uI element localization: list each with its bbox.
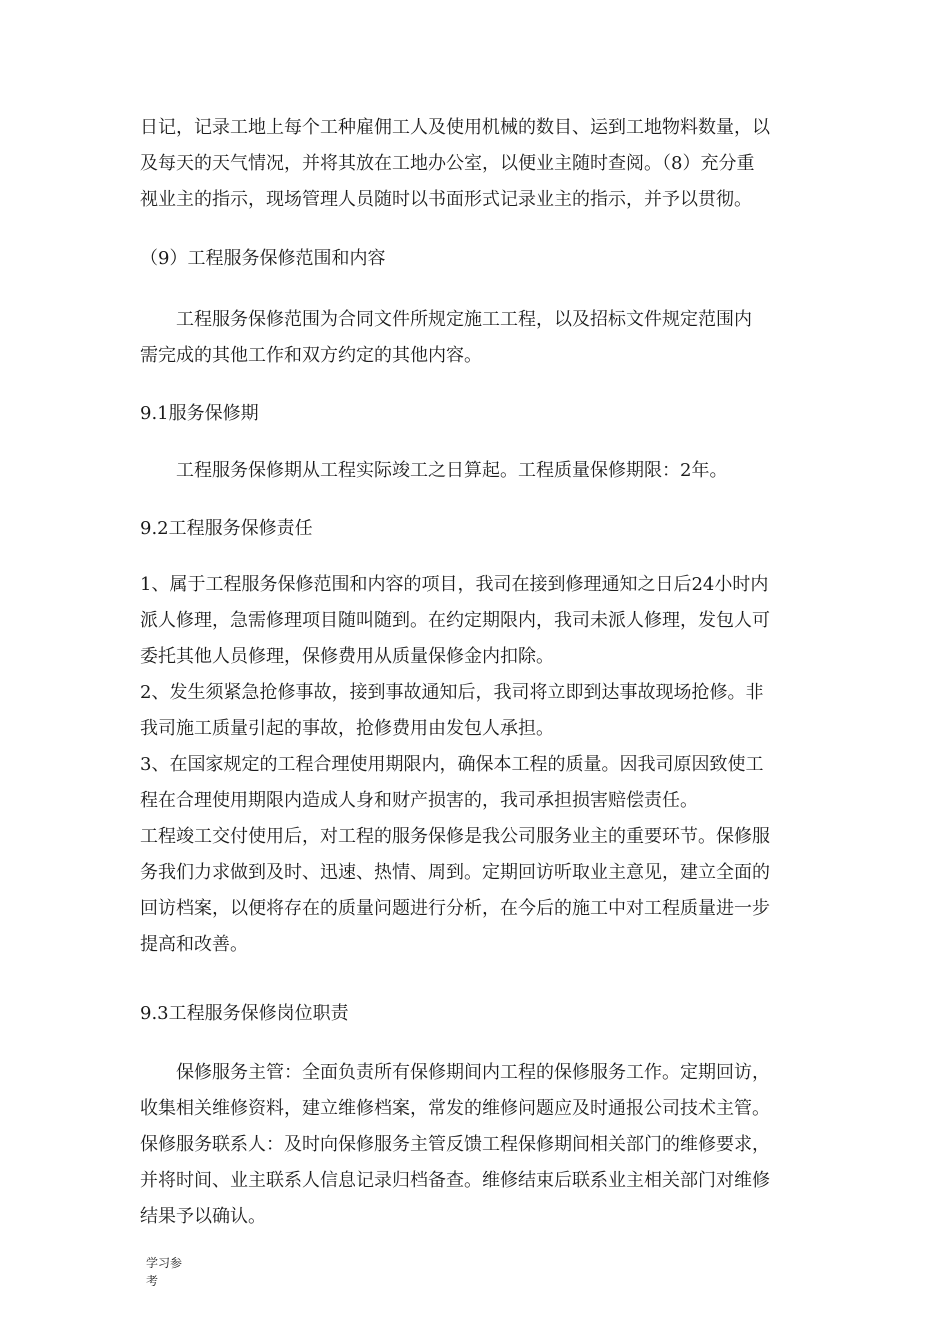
paragraph-job-duties: [140, 1055, 820, 1235]
text-line: 提高和改善。: [140, 934, 248, 955]
text-line: 委托其他人员修理，保修费用从质量保修金内扣除。: [140, 646, 554, 667]
text-line: 日记，记录工地上每个工种雇佣工人及使用机械的数目、运到工地物料数量，以: [140, 117, 770, 138]
text-line: 工程服务保修范围为合同文件所规定施工工程，以及招标文件规定范围内: [140, 309, 752, 330]
text-line: 视业主的指示，现场管理人员随时以书面形式记录业主的指示，并予以贯彻。: [140, 189, 752, 210]
paragraph-diary: [140, 110, 820, 218]
heading-section-9-1: [140, 396, 820, 432]
text-line: 并将时间、业主联系人信息记录归档备查。维修结束后联系业主相关部门对维修: [140, 1170, 770, 1191]
text-line: 9.1服务保修期: [140, 403, 259, 424]
paragraph-warranty-period: [140, 453, 820, 489]
text-line: 程在合理使用期限内造成人身和财产损害的，我司承担损害赔偿责任。: [140, 790, 698, 811]
text-line: 工程竣工交付使用后，对工程的服务保修是我公司服务业主的重要环节。保修服: [140, 826, 770, 847]
footer-line: 学习参: [146, 1256, 183, 1270]
heading-section-9-3: [140, 996, 820, 1032]
footer-line: 考: [146, 1274, 159, 1288]
text-line: 保修服务联系人：及时向保修服务主管反馈工程保修期间相关部门的维修要求，: [140, 1134, 770, 1155]
page-footer: [146, 1254, 182, 1290]
text-line: 9.3工程服务保修岗位职责: [140, 1003, 349, 1024]
text-line: 保修服务主管：全面负责所有保修期间内工程的保修服务工作。定期回访，: [140, 1062, 770, 1083]
paragraph-warranty-responsibility: [140, 567, 820, 963]
text-line: 派人修理，急需修理项目随叫随到。在约定期限内，我司未派人修理，发包人可: [140, 610, 770, 631]
heading-section-9: [140, 241, 820, 277]
text-line: 回访档案，以便将存在的质量问题进行分析，在今后的施工中对工程质量进一步: [140, 898, 770, 919]
text-line: 3、在国家规定的工程合理使用期限内，确保本工程的质量。因我司原因致使工: [140, 754, 764, 775]
text-line: 我司施工质量引起的事故，抢修费用由发包人承担。: [140, 718, 554, 739]
heading-section-9-2: [140, 511, 820, 547]
paragraph-warranty-scope: [140, 302, 820, 374]
text-line: 收集相关维修资料，建立维修档案，常发的维修问题应及时通报公司技术主管。: [140, 1098, 770, 1119]
text-line: 1、属于工程服务保修范围和内容的项目，我司在接到修理通知之日后24小时内: [140, 574, 769, 595]
text-line: 结果予以确认。: [140, 1206, 266, 1227]
text-line: 务我们力求做到及时、迅速、热情、周到。定期回访听取业主意见，建立全面的: [140, 862, 770, 883]
text-line: （9）工程服务保修范围和内容: [140, 248, 386, 269]
text-line: 2、发生须紧急抢修事故，接到事故通知后，我司将立即到达事故现场抢修。非: [140, 682, 764, 703]
text-line: 需完成的其他工作和双方约定的其他内容。: [140, 345, 482, 366]
text-line: 9.2工程服务保修责任: [140, 518, 313, 539]
text-line: 及每天的天气情况，并将其放在工地办公室，以便业主随时查阅。（8）充分重: [140, 153, 755, 174]
text-line: 工程服务保修期从工程实际竣工之日算起。工程质量保修期限：2年。: [140, 460, 728, 481]
